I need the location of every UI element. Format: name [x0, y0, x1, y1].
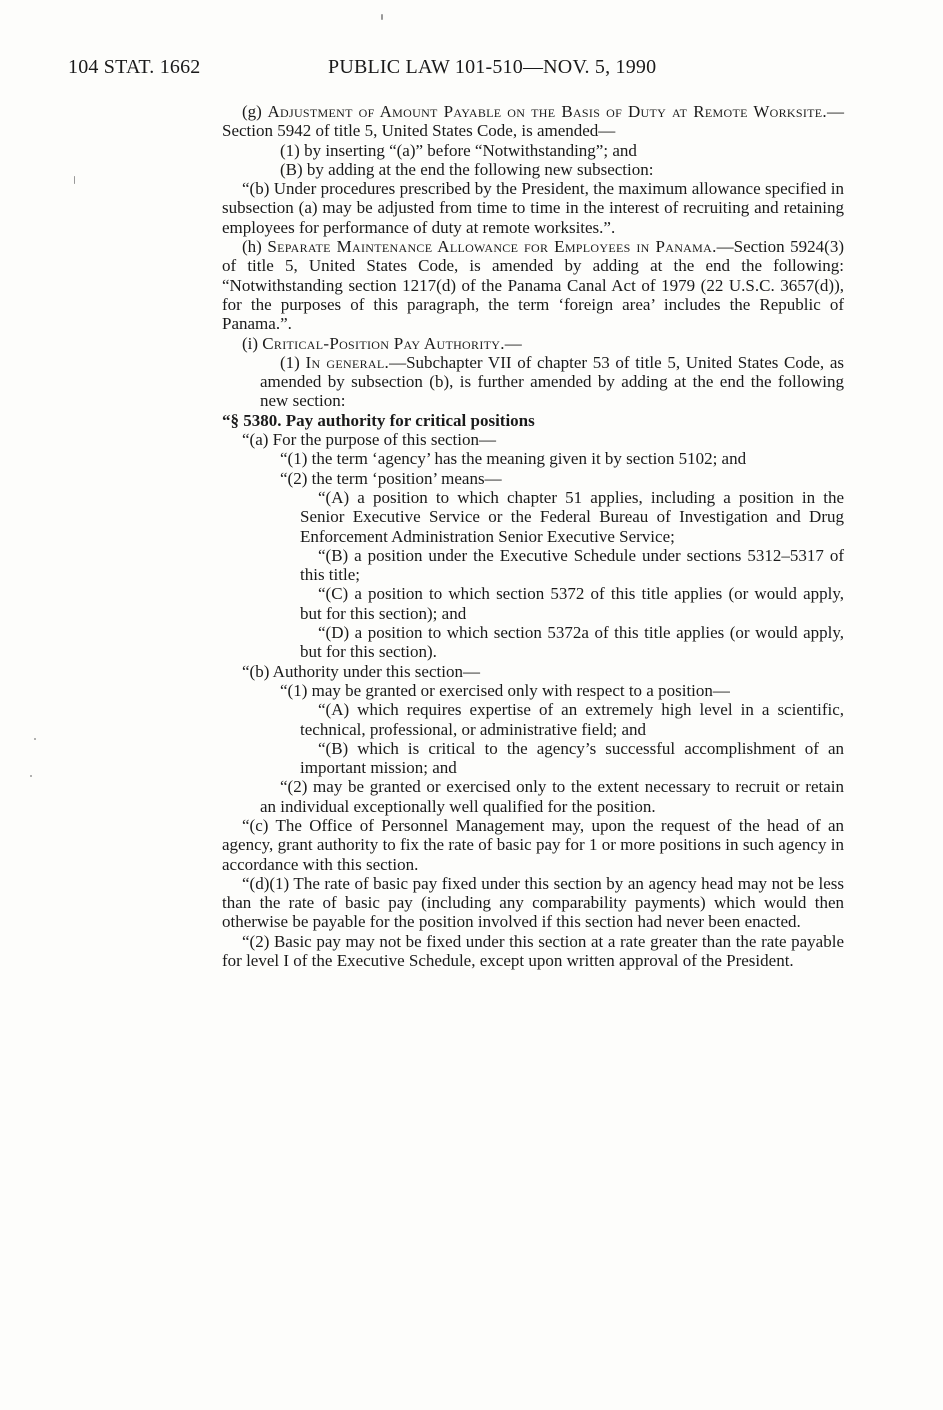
paragraph-i	[222, 334, 844, 353]
paragraph-g	[222, 102, 844, 141]
scan-speck	[34, 738, 36, 740]
subsection-b-2: “(2) may be granted or exercised only to the extent necessary to recruit or retain an individual exceptionally well qualified for the position.	[260, 777, 844, 816]
law-title: PUBLIC LAW 101-510—NOV. 5, 1990	[328, 56, 657, 78]
paragraph-i-label: (i)	[242, 333, 263, 353]
paragraph-g-text: —Section 5942 of title 5, United States Code, is amended—	[222, 102, 844, 141]
subsection-b-A: “(A) which requires expertise of an extremely high level in a scientific, technical, professional, or administrative field; and	[300, 700, 844, 739]
paragraph-i-1-label: (1)	[280, 352, 306, 372]
subsection-a-1: “(1) the term ‘agency’ has the meaning given it by section 5102; and	[280, 449, 747, 469]
paragraph-h	[222, 237, 844, 333]
paragraph-i-1-heading: In general.	[305, 352, 390, 372]
subsection-a-C: “(C) a position to which section 5372 of this title applies (or would apply, but for this section); and	[300, 584, 844, 623]
subsection-a-D: “(D) a position to which section 5372a of this title applies (or would apply, but for this section).	[300, 623, 844, 662]
subsection-d-2: “(2) Basic pay may not be fixed under this section at a rate greater than the rate payable for level I of the Executive Schedule, except upon written approval of the President.	[222, 931, 844, 971]
paragraph-i-heading: Critical-Position Pay Authority.	[262, 333, 505, 353]
paragraph-i-1	[222, 353, 844, 411]
paragraph-h-label: (h)	[242, 237, 268, 257]
section-heading: “§ 5380. Pay authority for critical positions	[222, 410, 535, 430]
running-header	[68, 56, 768, 86]
subsection-d-1: “(d)(1) The rate of basic pay fixed under this section by an agency head may not be less than the rate of basic pay (including any comparability payments) which would then otherwise be payable for the position involved if this section had never been enacted.	[222, 873, 844, 932]
subsection-c: “(c) The Office of Personnel Management may, upon the request of the head of an agency, grant authority to fix the rate of basic pay for 1 or more positions in such agency in accordance with this section.	[222, 815, 844, 874]
paragraph-g-heading: Adjustment of Amount Payable on the Basis of Duty at Remote Worksite.	[267, 102, 827, 121]
paragraph-i-1-text: —Subchapter VII of chapter 53 of title 5, United States Code, as amended by subsection (b), is further amended by adding at the end the following new section:	[260, 352, 845, 411]
document-body	[222, 102, 844, 970]
paragraph-h-text: —Section 5924(3) of title 5, United States Code, is amended by adding at the end the following: “Notwithstanding section 1217(d) of the Panama Canal Act of 1979 (22 U.S.C. 3657(d)), for the purposes of this paragraph, the term ‘foreign area’ includes the Republic of Panama.”.	[222, 237, 844, 334]
page-reference: 104 STAT. 1662	[68, 56, 201, 78]
subsection-a-2: “(2) the term ‘position’ means—	[280, 468, 502, 488]
subsection-b-B: “(B) which is critical to the agency’s successful accomplishment of an important mission; and	[300, 738, 844, 778]
paragraph-g-B: (B) by adding at the end the following new subsection:	[280, 159, 654, 179]
subsection-a: “(a) For the purpose of this section—	[242, 430, 496, 450]
paragraph-h-heading: Separate Maintenance Allowance for Employees in Panama.	[267, 237, 717, 257]
paragraph-g-quote: “(b) Under procedures prescribed by the President, the maximum allowance specified in subsection (a) may be adjusted from time to time in the interest of recruiting and retaining employees for performance of duty at remote worksites.”.	[222, 179, 844, 237]
subsection-a-B: “(B) a position under the Executive Schedule under sections 5312–5317 of this title;	[300, 545, 844, 585]
subsection-b: “(b) Authority under this section—	[242, 661, 480, 681]
subsection-a-A: “(A) a position to which chapter 51 applies, including a position in the Senior Executive Service or the Federal Bureau of Investigation and Drug Enforcement Administration Senior Executive Service;	[300, 487, 844, 546]
paragraph-g-label: (g)	[242, 102, 268, 121]
paragraph-i-dash: —	[504, 333, 522, 353]
subsection-b-1: “(1) may be granted or exercised only with respect to a position—	[280, 680, 730, 700]
scan-speck	[74, 176, 75, 184]
paragraph-g-1: (1) by inserting “(a)” before “Notwithstanding”; and	[280, 140, 637, 160]
scan-speck	[381, 14, 383, 20]
scan-speck	[30, 775, 32, 777]
